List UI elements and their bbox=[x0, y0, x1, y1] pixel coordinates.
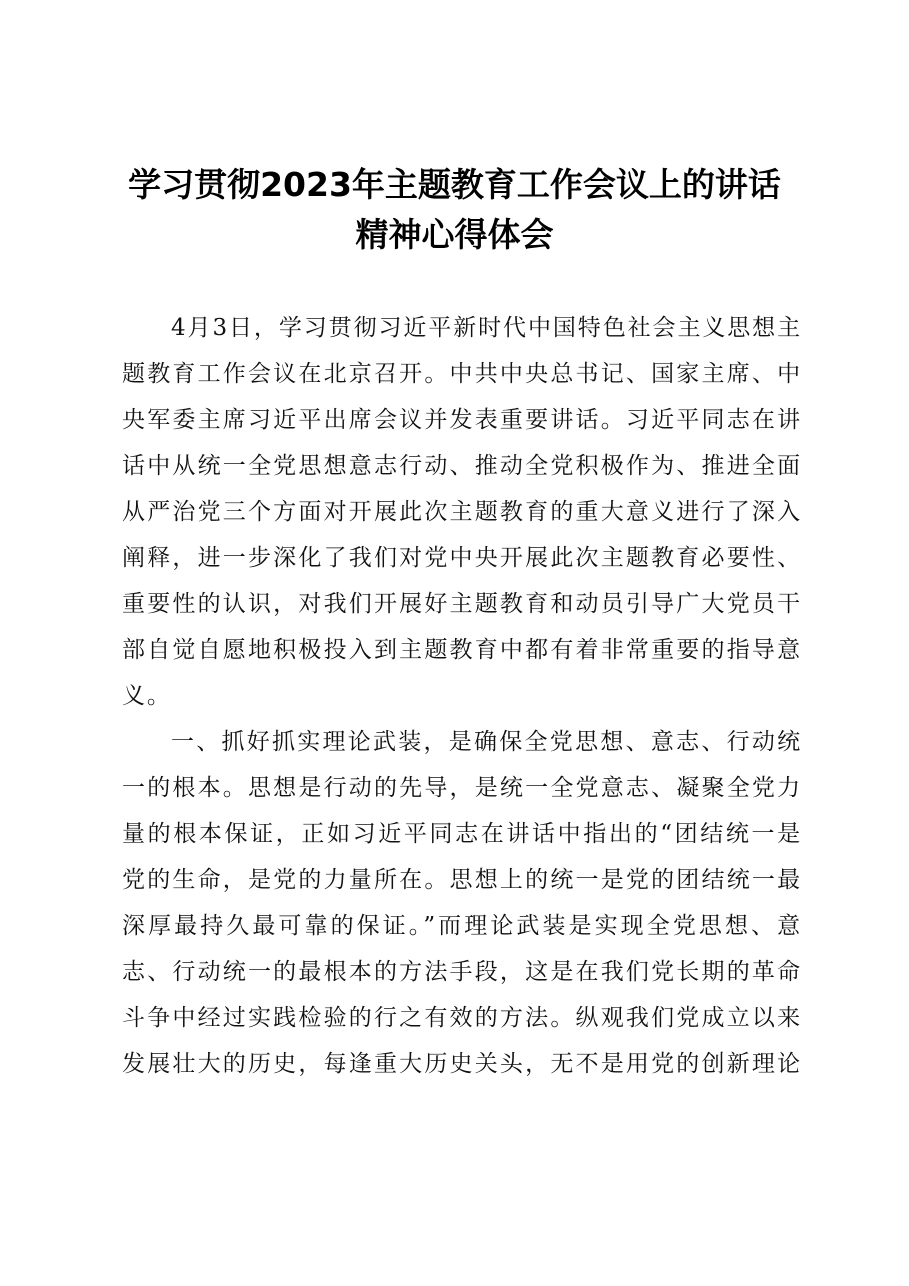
text-line: 阐释，进一步深化了我们对党中央开展此次主题教育必要性、 bbox=[122, 545, 802, 571]
text-line: 党的生命，是党的力量所在。思想上的统一是党的团结统一最 bbox=[122, 867, 802, 893]
text-line: 深厚最持久最可靠的保证。”而理论武装是实现全党思想、意 bbox=[122, 913, 802, 939]
text-line: 义。 bbox=[122, 683, 172, 709]
text-line: 斗争中经过实践检验的行之有效的方法。纵观我们党成立以来 bbox=[122, 1005, 802, 1031]
document-body bbox=[122, 305, 802, 1087]
text-line: 一的根本。思想是行动的先导，是统一全党意志、凝聚全党力 bbox=[122, 775, 802, 801]
text-line: 央军委主席习近平出席会议并发表重要讲话。习近平同志在讲 bbox=[122, 407, 802, 433]
text-line: 志、行动统一的最根本的方法手段，这是在我们党长期的革命 bbox=[122, 959, 802, 985]
text-line: 一、抓好抓实理论武装，是确保全党思想、意志、行动统 bbox=[171, 729, 802, 755]
title-line-2: 精神心得体会 bbox=[355, 215, 554, 254]
text-line: 量的根本保证，正如习近平同志在讲话中指出的“团结统一是 bbox=[122, 821, 802, 847]
text-line: 重要性的认识，对我们开展好主题教育和动员引导广大党员干 bbox=[122, 591, 802, 617]
text-line: 发展壮大的历史，每逢重大历史关头，无不是用党的创新理论 bbox=[122, 1051, 802, 1077]
text-line: 话中从统一全党思想意志行动、推动全党积极作为、推进全面 bbox=[122, 453, 802, 479]
text-line: 从严治党三个方面对开展此次主题教育的重大意义进行了深入 bbox=[122, 499, 802, 525]
paragraph-2 bbox=[122, 719, 802, 1087]
document-title bbox=[0, 160, 909, 260]
paragraph-1 bbox=[122, 305, 802, 719]
title-line-1: 学习贯彻2023年主题教育工作会议上的讲话 bbox=[128, 165, 781, 204]
text-line: 4月3日，学习贯彻习近平新时代中国特色社会主义思想主 bbox=[171, 315, 802, 341]
text-line: 部自觉自愿地积极投入到主题教育中都有着非常重要的指导意 bbox=[122, 637, 802, 663]
text-line: 题教育工作会议在北京召开。中共中央总书记、国家主席、中 bbox=[122, 361, 802, 387]
